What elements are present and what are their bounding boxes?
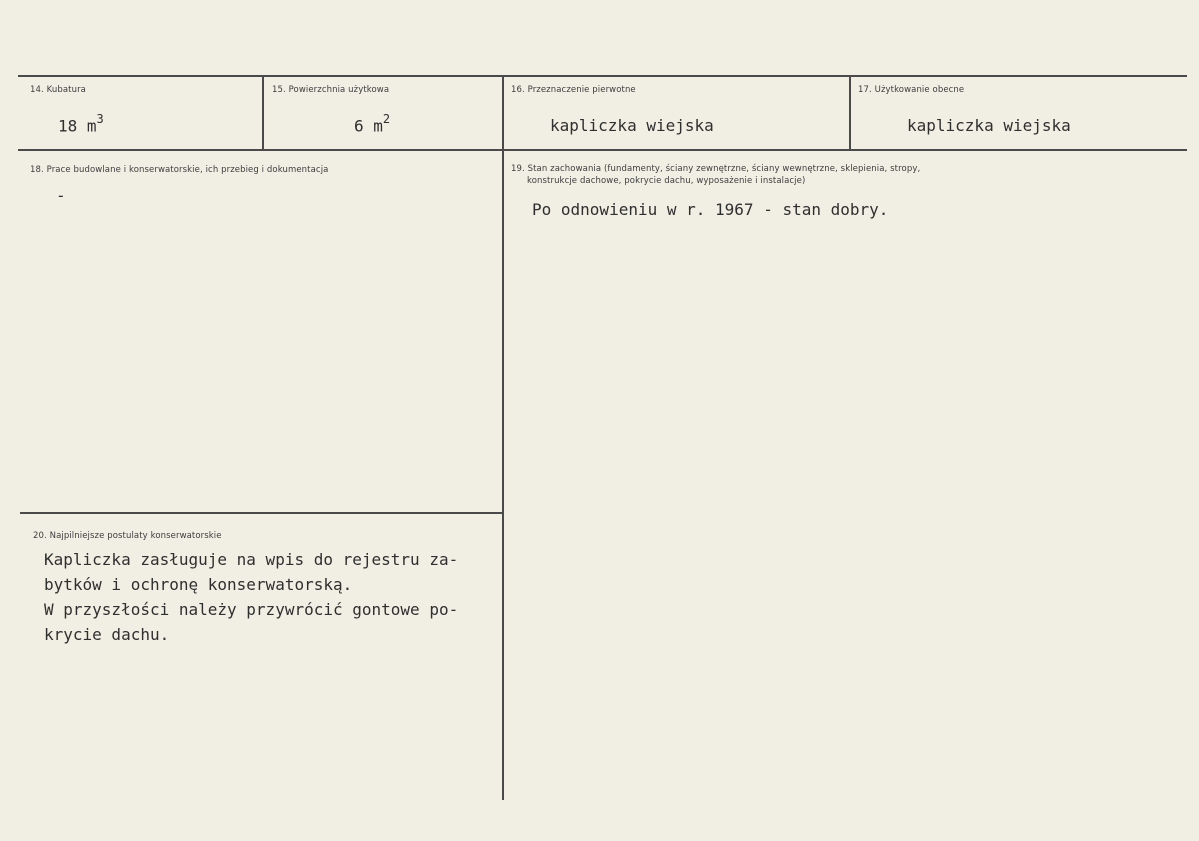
- postulaty-line-3: W przyszłości należy przywrócić gontowe po-: [44, 600, 459, 619]
- kubatura-label: 14. Kubatura: [30, 85, 86, 95]
- section-divider: [20, 512, 502, 514]
- powierzchnia-label: 15. Powierzchnia użytkowa: [272, 85, 390, 95]
- postulaty-line-2: bytków i ochronę konserwatorską.: [44, 575, 353, 594]
- powierzchnia-exponent: 2: [382, 112, 391, 126]
- kubatura-exponent: 3: [96, 112, 104, 126]
- postulaty-line-4: krycie dachu.: [44, 625, 170, 644]
- prace-value: -: [56, 186, 66, 205]
- stan-label-line1: 19. Stan zachowania (fundamenty, ściany zewnętrzne, ściany wewnętrzne, sklepienia, stropy,: [511, 164, 921, 174]
- przeznaczenie-label: 16. Przeznaczenie pierwotne: [511, 85, 636, 95]
- col-divider-3: [849, 76, 851, 150]
- uzytkowanie-label: 17. Użytkowanie obecne: [858, 85, 965, 95]
- row-divider: [18, 149, 1187, 151]
- stan-label-line2: konstrukcje dachowe, pokrycie dachu, wyposażenie i instalacje): [527, 176, 806, 186]
- prace-label: 18. Prace budowlane i konserwatorskie, ich przebieg i dokumentacja: [30, 165, 329, 175]
- powierzchnia-value: 6 $m^2$: [354, 112, 391, 136]
- postulaty-label: 20. Najpilniejsze postulaty konserwatorskie: [33, 531, 222, 541]
- col-divider-1: [262, 76, 264, 150]
- uzytkowanie-value: kapliczka wiejska: [907, 116, 1071, 135]
- top-rule: [18, 75, 1187, 77]
- postulaty-line-1: Kapliczka zasługuje na wpis do rejestru za-: [44, 550, 459, 569]
- przeznaczenie-value: kapliczka wiejska: [550, 116, 714, 135]
- col-divider-2: [502, 76, 504, 800]
- kubatura-value: 18 $m^3$: [58, 112, 104, 136]
- stan-value: Po odnowieniu w r. 1967 - stan dobry.: [532, 200, 889, 219]
